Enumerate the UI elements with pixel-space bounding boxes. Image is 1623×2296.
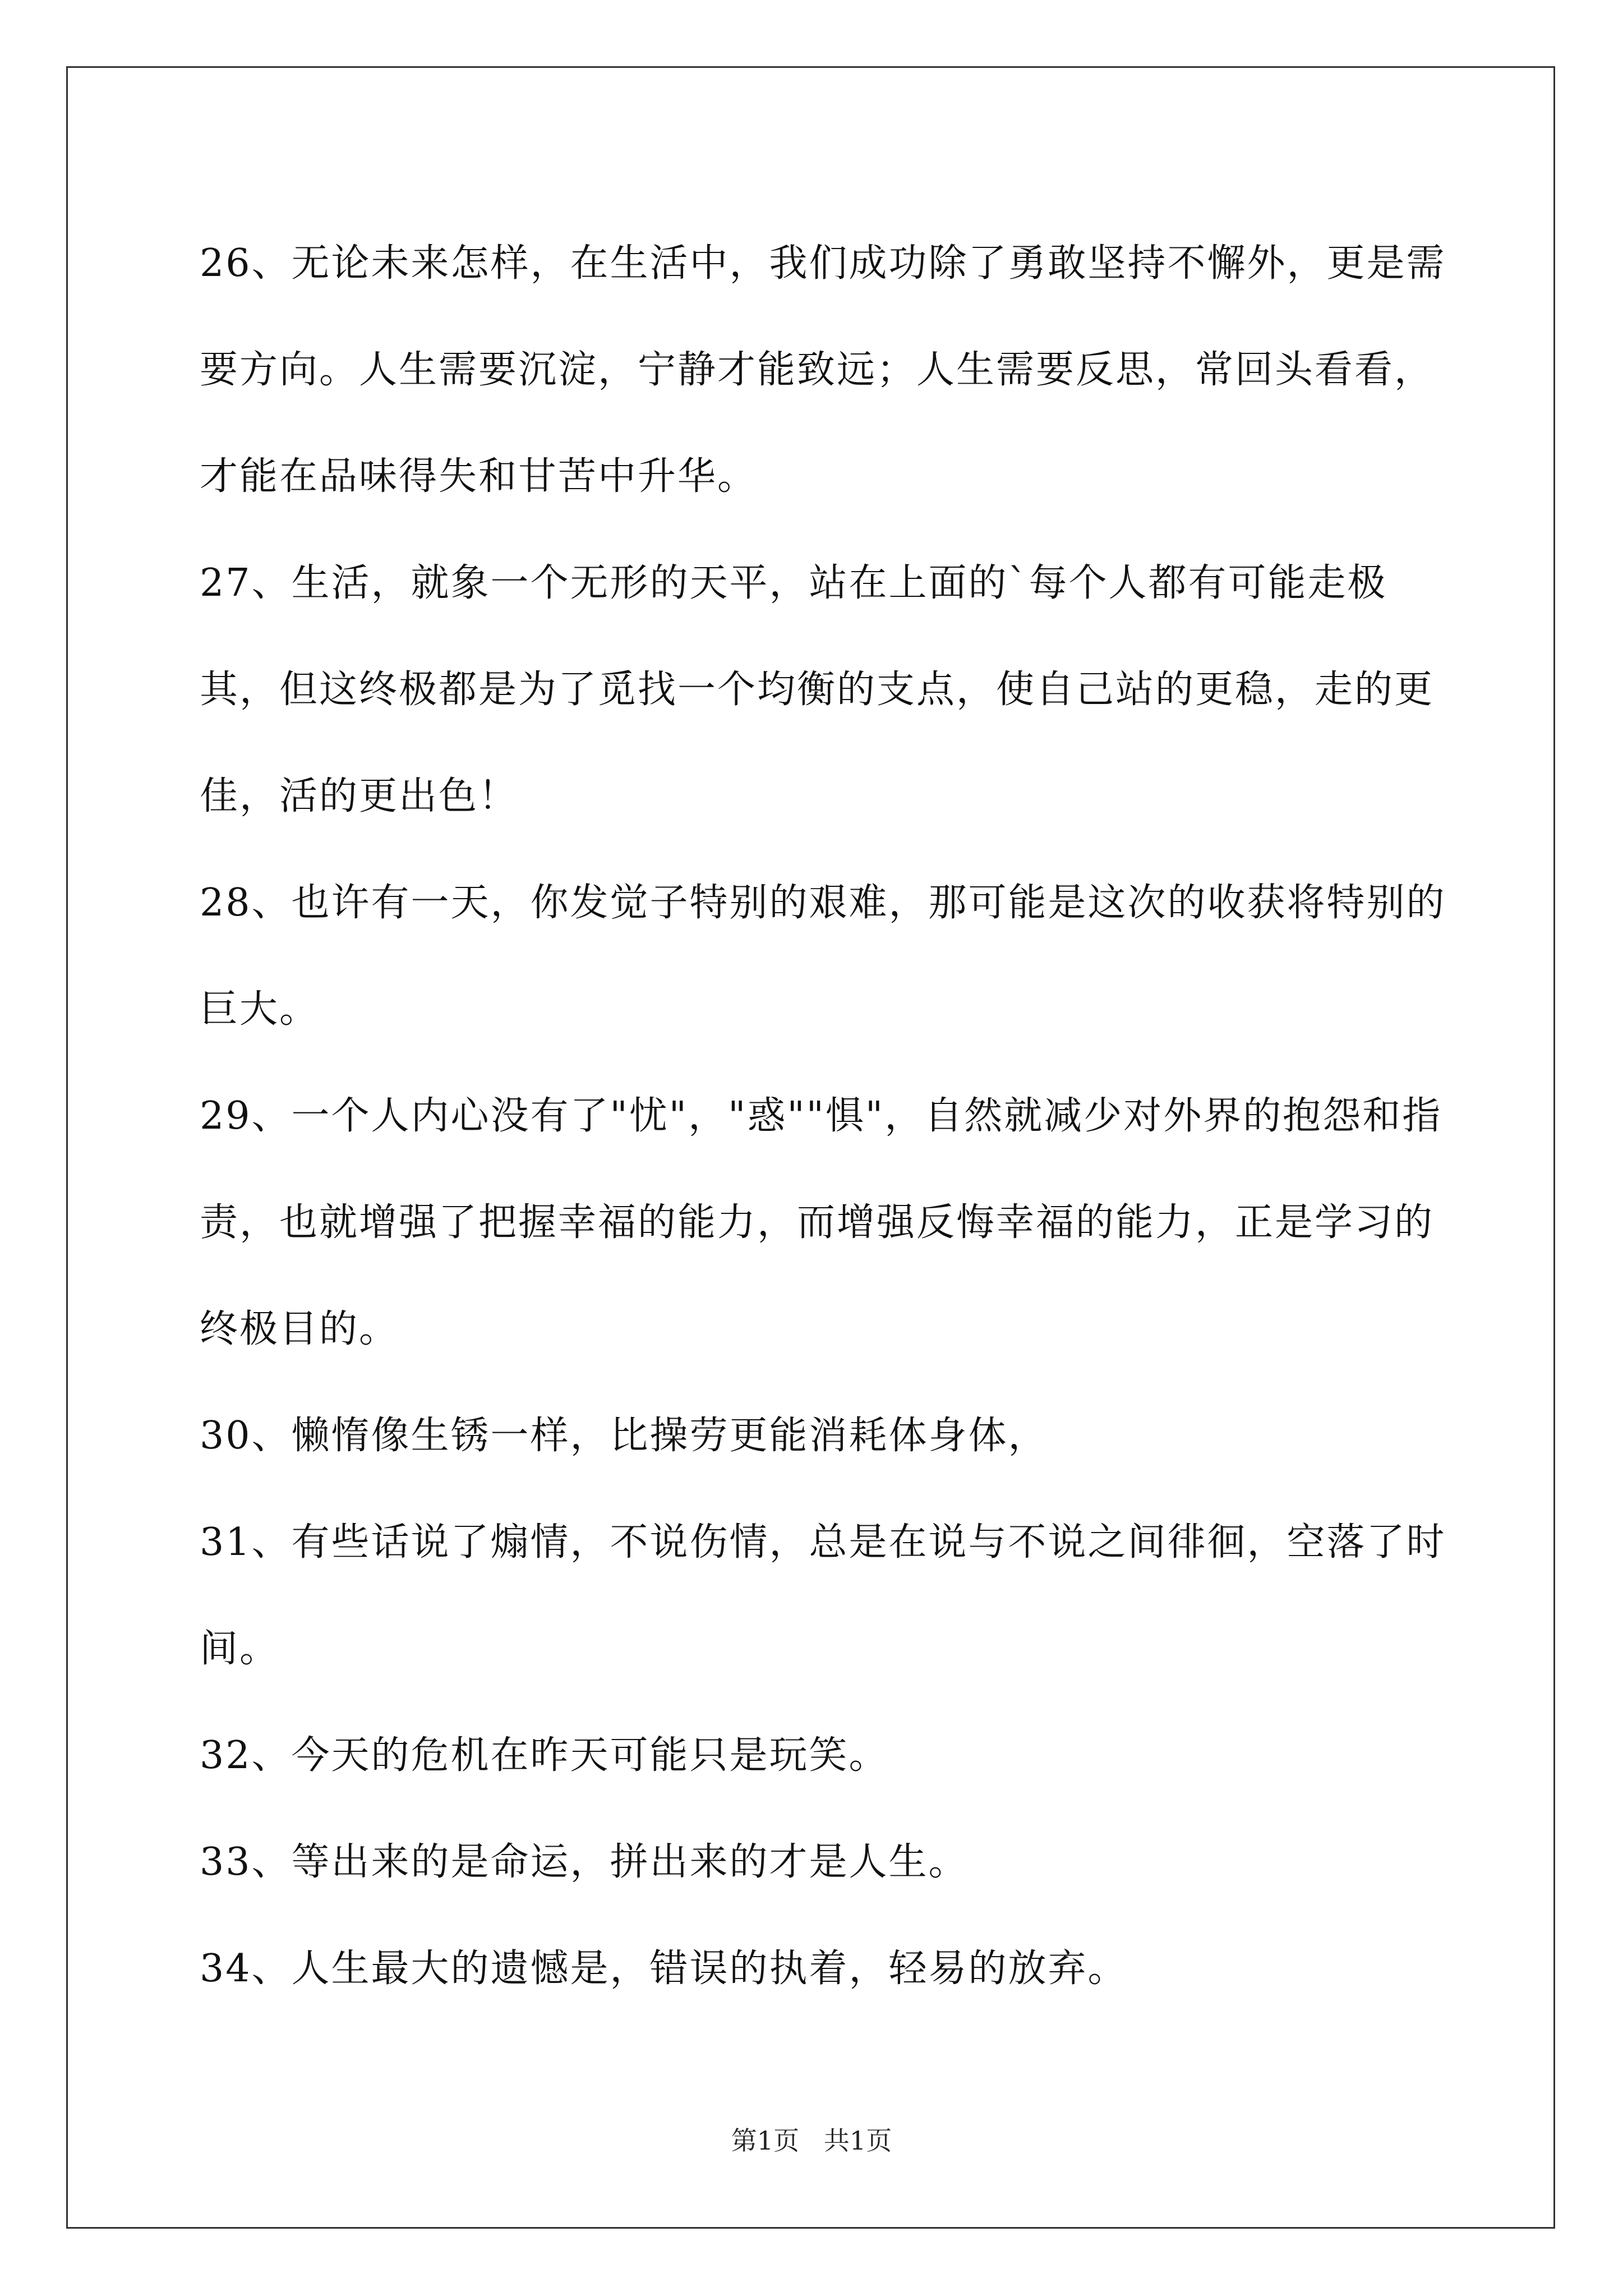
paragraph-31: 31、有些话说了煽情，不说伤情，总是在说与不说之间徘徊，空落了时间。: [200, 1520, 1446, 1671]
page-footer: [0, 2120, 1623, 2157]
paragraph-30: 30、懒惰像生锈一样，比操劳更能消耗体身体，: [200, 1414, 1048, 1458]
paragraph-29: 29、一个人内心没有了"忧"，"惑""惧"，自然就减少对外界的抱怨和指责，也就增强了把握幸福的能力，而增强反悔幸福的能力，正是学习的终极目的。: [200, 1094, 1442, 1351]
paragraph-33: 33、等出来的是命运，拼出来的才是人生。: [200, 1840, 969, 1884]
paragraph-34: 34、人生最大的遗憾是，错误的执着，轻易的放弃。: [200, 1947, 1128, 1991]
paragraph-27: 27、生活，就象一个无形的天平，站在上面的`每个人都有可能走极其，但这终极都是为了觅找一个均衡的支点，使自己站的更稳，走的更佳，活的更出色！: [200, 561, 1435, 818]
page-number: 第1页 共1页: [731, 2125, 892, 2156]
document-body: [200, 210, 1461, 2022]
paragraph-32: 32、今天的危机在昨天可能只是玩笑。: [200, 1733, 889, 1778]
paragraph-26: 26、无论未来怎样，在生活中，我们成功除了勇敢坚持不懈外，更是需要方向。人生需要沉淀，宁静才能致远；人生需要反思，常回头看看，才能在品味得失和甘苦中升华。: [200, 241, 1446, 499]
paragraph-28: 28、也许有一天，你发觉子特别的艰难，那可能是这次的收获将特别的巨大。: [200, 881, 1446, 1032]
